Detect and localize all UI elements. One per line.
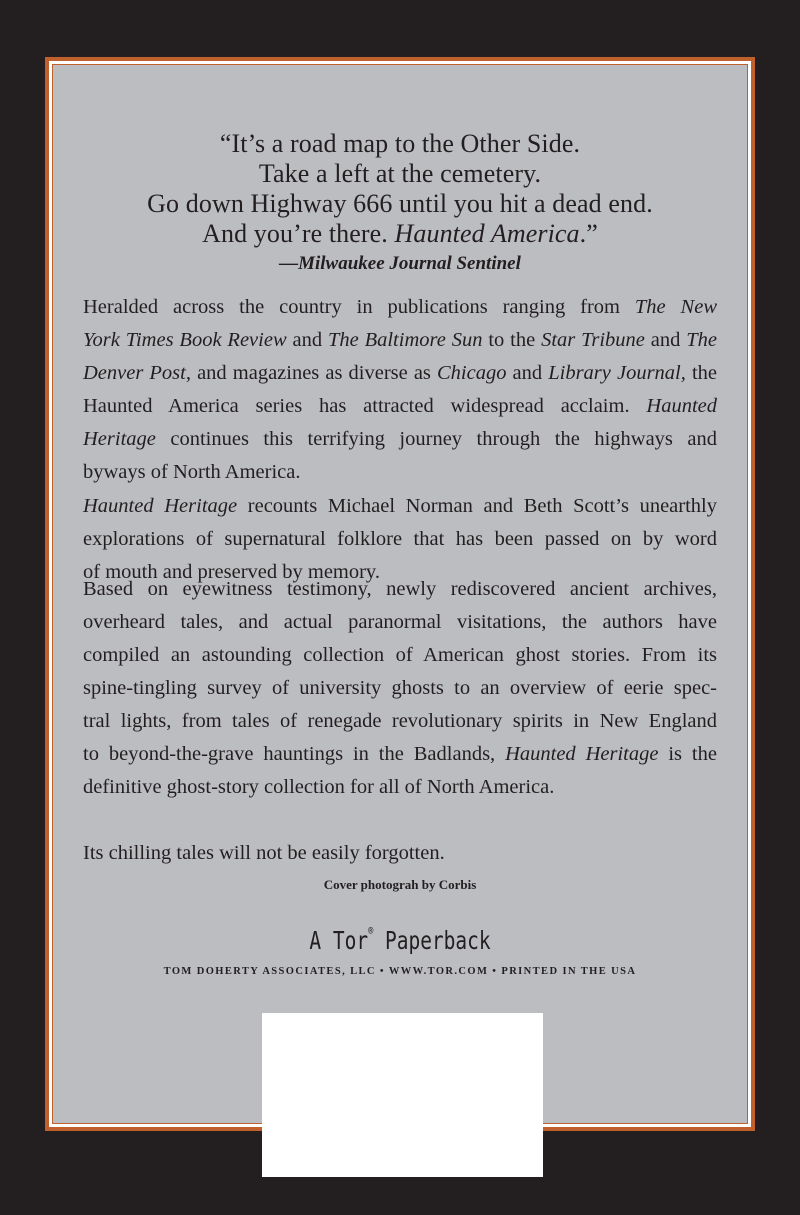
text-run: continues this terrifying journey through the highways and (155, 428, 717, 450)
italic-title: Heritage (83, 428, 156, 450)
quote-line-1: “It’s a road map to the Other Side. (219, 129, 581, 158)
text-run: Its chilling tales will not be easily forgotten. (83, 842, 445, 864)
quote-line-2: Take a left at the cemetery. (258, 159, 542, 188)
blurb-line (83, 294, 717, 320)
italic-title: York Times Book Review (83, 329, 287, 351)
blurb-line (83, 708, 717, 734)
barcode-area (262, 1013, 543, 1177)
text-run: compiled an astounding collection of American ghost stories. From its (83, 644, 717, 666)
text-run: to beyond-the-grave hauntings in the Badlands, (83, 743, 506, 765)
quote-title: Haunted America (394, 219, 580, 248)
text-run: is the (658, 743, 717, 765)
text-run: byways of North America. (83, 461, 301, 483)
blurb-line (83, 327, 717, 353)
text-run: Heralded across the country in publications ranging from (83, 296, 635, 318)
italic-title: Library Journal, (548, 362, 686, 384)
italic-title: Star Tribune (541, 329, 645, 351)
text-run: Haunted America series has attracted widespread acclaim. (83, 395, 647, 417)
blurb-line (83, 609, 717, 635)
blurb-line (83, 576, 717, 602)
text-run: of mouth and preserved by memory. (83, 561, 380, 583)
italic-title: The New (634, 296, 717, 318)
photo-credit: Cover photograh by Corbis (323, 877, 477, 892)
blurb-line (83, 360, 717, 386)
text-run: Based on eyewitness testimony, newly rediscovered ancient archives, (83, 578, 717, 600)
text-run: explorations of supernatural folklore that has been passed on by word (83, 528, 717, 550)
publisher-line: TOM DOHERTY ASSOCIATES, LLC • WWW.TOR.COM • PRINTED IN THE USA (163, 966, 637, 977)
quote-attribution: —Milwaukee Journal Sentinel (279, 253, 521, 274)
text-run: recounts Michael Norman and Beth Scott’s unearthly (237, 495, 717, 517)
text-run: and (286, 329, 328, 351)
text-run: and magazines as diverse as (191, 362, 437, 384)
text-run: tral lights, from tales of renegade revolutionary spirits in New England (83, 710, 717, 732)
italic-title: The Baltimore Sun (327, 329, 483, 351)
italic-title: Denver Post, (83, 362, 191, 384)
blurb-line (83, 741, 717, 767)
blurb-line (83, 459, 717, 485)
blurb-line (83, 526, 717, 552)
blurb-line (83, 493, 717, 519)
text-run: definitive ghost-story collection for all of North America. (83, 776, 555, 798)
blurb-line (83, 774, 717, 800)
blurb-line (83, 426, 717, 452)
imprint-prefix: A Tor (309, 926, 369, 955)
imprint-logo (88, 926, 712, 955)
quote-close: .” (579, 219, 598, 248)
blurb-line (83, 675, 717, 701)
quote-line-3: Go down Highway 666 until you hit a dead end. (147, 189, 653, 218)
registered-mark: ® (368, 924, 374, 937)
italic-title: The (686, 329, 717, 351)
blurb-line (83, 840, 717, 866)
text-run: spine-tingling survey of university ghosts to an overview of eerie spec- (83, 677, 717, 699)
italic-title: Haunted Heritage (505, 743, 659, 765)
italic-title: Chicago (436, 362, 507, 384)
italic-title: Haunted (646, 395, 717, 417)
text-run: overheard tales, and actual paranormal visitations, the authors have (83, 611, 717, 633)
blurb-line (83, 393, 717, 419)
blurb-line (83, 642, 717, 668)
imprint-suffix: Paperback (373, 926, 491, 955)
quote-line-4 (0, 219, 800, 249)
italic-title: Haunted Heritage (83, 495, 238, 517)
text-run: and (506, 362, 549, 384)
text-run: to the (482, 329, 542, 351)
quote-line-4-text: And you’re there. (202, 219, 395, 248)
text-run: the (685, 362, 718, 384)
text-run: and (644, 329, 687, 351)
